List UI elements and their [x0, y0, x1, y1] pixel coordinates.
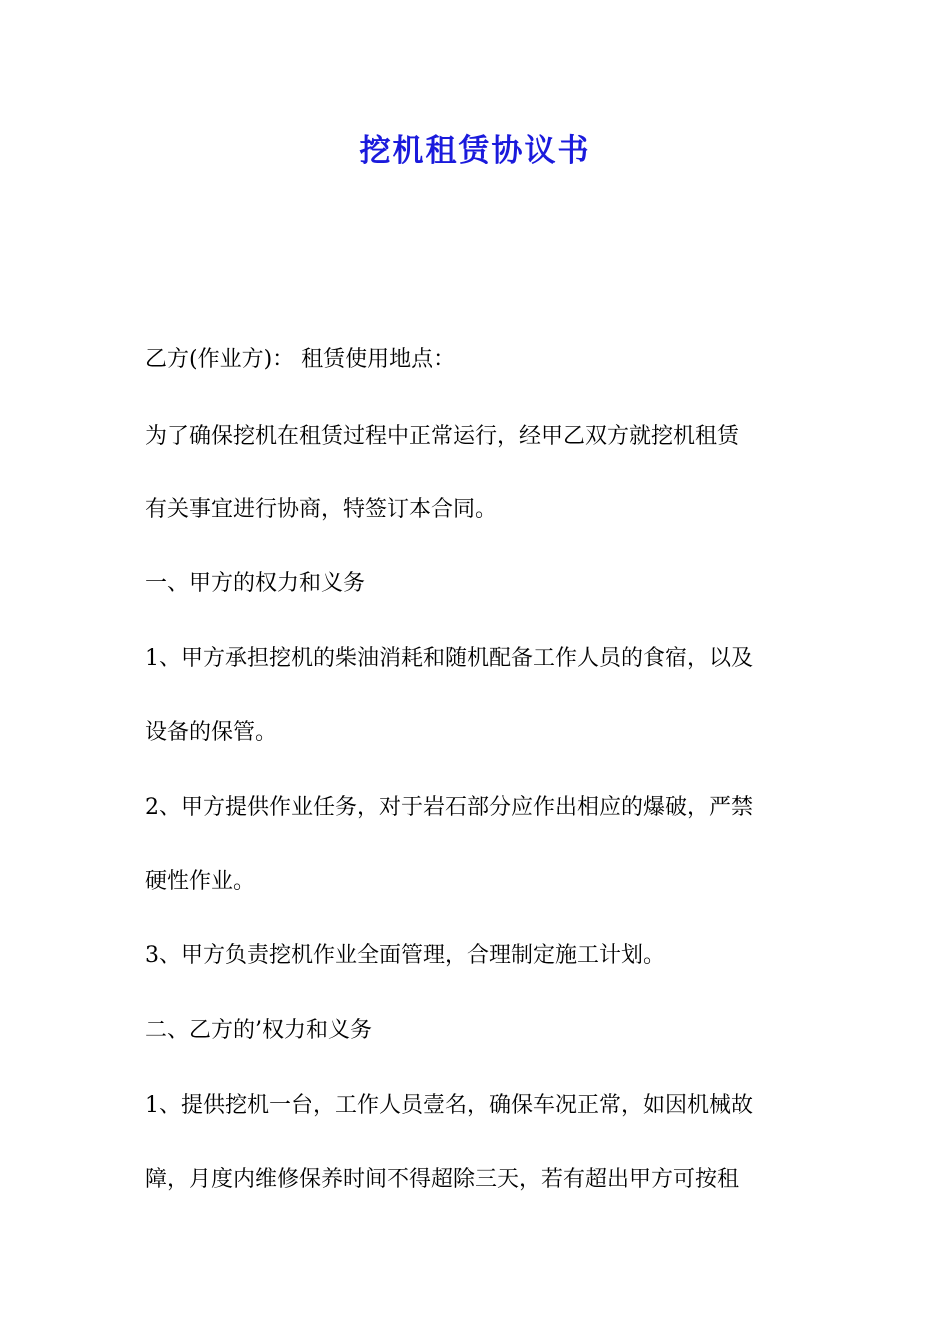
paragraph-line: 3、甲方负责挖机作业全面管理，合理制定施工计划。 [145, 943, 665, 968]
paragraph-line: 1、甲方承担挖机的柴油消耗和随机配备工作人员的食宿，以及 [145, 646, 753, 671]
paragraph-line: 1、提供挖机一台，工作人员壹名，确保车况正常，如因机械故 [145, 1093, 753, 1118]
party-b-line: 乙方(作业方)： 租赁使用地点： [145, 347, 456, 372]
paragraph-line: 设备的保管。 [145, 720, 278, 745]
paragraph-line: 有关事宜进行协商，特签订本合同。 [145, 497, 498, 522]
document-title: 挖机租赁协议书 [359, 133, 591, 169]
paragraph-line: 为了确保挖机在租赁过程中正常运行，经甲乙双方就挖机租赁 [145, 424, 740, 449]
paragraph-line: 硬性作业。 [145, 869, 256, 894]
paragraph-line: 2、甲方提供作业任务，对于岩石部分应作出相应的爆破，严禁 [145, 795, 753, 820]
section-heading: 一、甲方的权力和义务 [145, 571, 366, 596]
paragraph-line: 障，月度内维修保养时间不得超除三天，若有超出甲方可按租 [145, 1167, 740, 1192]
section-heading: 二、乙方的’权力和义务 [145, 1018, 372, 1043]
